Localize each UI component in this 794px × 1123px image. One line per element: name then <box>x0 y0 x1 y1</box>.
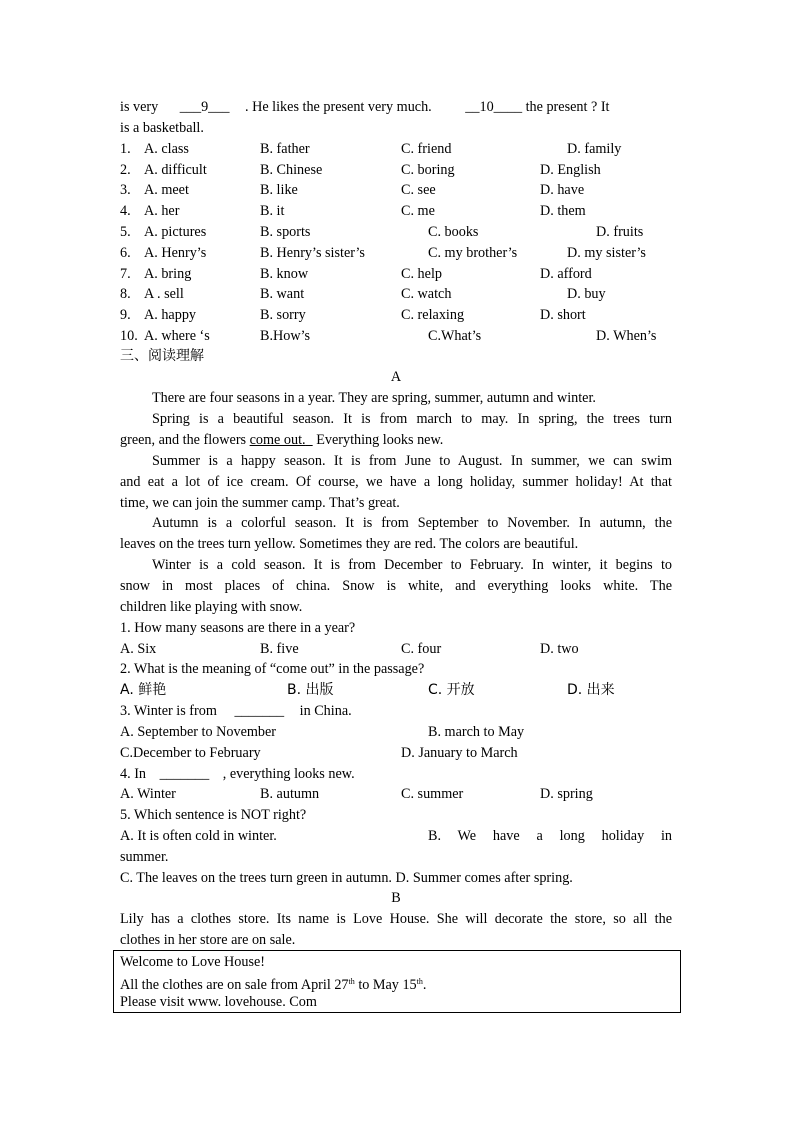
q4-option-d: D. spring <box>540 786 593 802</box>
option-a: A. difficult <box>144 162 207 178</box>
cloze-text-c: the present ? It <box>525 99 610 115</box>
option-b: B. know <box>260 266 309 282</box>
option-num: 2. <box>120 162 131 178</box>
q5-option-a: A. It is often cold in winter. <box>120 828 277 844</box>
option-num: 9. <box>120 307 131 323</box>
passage-b-l1: Lily has a clothes store. Its name is Love House. She will decorate the store, so all the <box>120 911 672 927</box>
option-num: 4. <box>120 203 131 219</box>
q4-option-a: A. Winter <box>120 786 176 802</box>
option-a: A. happy <box>144 307 197 323</box>
option-d: D. English <box>540 162 601 178</box>
passage-a-p2-l2 <box>120 431 443 449</box>
text: 3. Winter is from <box>120 703 217 719</box>
option-num: 5. <box>120 224 131 240</box>
option-b: B.How’s <box>260 328 311 344</box>
question-2-stem: 2. What is the meaning of “come out” in the passage? <box>120 661 425 677</box>
option-c: C. my brother’s <box>428 245 518 261</box>
q4-option-b: B. autumn <box>260 786 320 802</box>
q5-option-b: B. We have a long holiday in <box>428 828 672 844</box>
q3-option-a: A. September to November <box>120 724 277 740</box>
option-c: C. friend <box>401 141 452 157</box>
option-a: A. bring <box>144 266 192 282</box>
option-num: 1. <box>120 141 131 157</box>
superscript: th <box>348 977 355 986</box>
notice-line-3: Please visit www. lovehouse. Com <box>120 994 317 1010</box>
option-a: A. pictures <box>144 224 207 240</box>
passage-a-p5-l1: Winter is a cold season. It is from December to February. In winter, it begins to <box>152 557 672 573</box>
q1-option-b: B. five <box>260 641 299 657</box>
text: green, and the flowers <box>120 432 247 448</box>
passage-a-p1: There are four seasons in a year. They are spring, summer, autumn and winter. <box>152 390 596 406</box>
underlined-come-out: come out. <box>249 432 306 448</box>
option-b: B. sports <box>260 224 311 240</box>
notice-box <box>113 950 681 1013</box>
option-c: C. boring <box>401 162 455 178</box>
answer-blank: _______ <box>159 766 210 782</box>
option-d: D. When’s <box>596 328 657 344</box>
notice-line-2 <box>120 973 426 994</box>
q1-option-a: A. Six <box>120 641 157 657</box>
text: in China. <box>299 703 352 719</box>
cloze-text-line-1 <box>120 98 609 116</box>
passage-a-p3-l3: time, we can join the summer camp. That’s great. <box>120 495 400 511</box>
q3-option-c: C.December to February <box>120 745 261 761</box>
option-num: 7. <box>120 266 131 282</box>
passage-a-p4-l1: Autumn is a colorful season. It is from September to November. In autumn, the <box>152 515 672 531</box>
passage-a-label: A <box>390 369 402 385</box>
option-d: D. them <box>540 203 586 219</box>
option-c: C. see <box>401 182 436 198</box>
option-b: B. want <box>260 286 305 302</box>
q1-option-c: C. four <box>401 641 442 657</box>
option-c: C. me <box>401 203 435 219</box>
passage-a-p3-l2: and eat a lot of ice cream. Of course, we have a long holiday, summer holiday! At that <box>120 474 672 490</box>
question-4-stem <box>120 765 355 783</box>
q1-option-d: D. two <box>540 641 579 657</box>
option-d: D. have <box>540 182 585 198</box>
option-c: C. help <box>401 266 442 282</box>
text: . <box>422 977 427 993</box>
q5-option-c-d: C. The leaves on the trees turn green in autumn. D. Summer comes after spring. <box>120 870 573 886</box>
option-b: B. it <box>260 203 285 219</box>
q2-option-a: A. 鲜艳 <box>120 682 167 698</box>
option-b: B. Chinese <box>260 162 323 178</box>
text: to May 15 <box>354 977 417 993</box>
text: Everything looks new. <box>316 432 444 448</box>
option-c: C.What’s <box>428 328 482 344</box>
option-c: C. watch <box>401 286 452 302</box>
option-c: C. relaxing <box>401 307 465 323</box>
option-b: B. sorry <box>260 307 306 323</box>
q4-option-c: C. summer <box>401 786 464 802</box>
option-num: 10. <box>120 328 138 344</box>
notice-line-1: Welcome to Love House! <box>120 954 266 970</box>
option-b: B. like <box>260 182 298 198</box>
passage-a-p2-l1: Spring is a beautiful season. It is from march to may. In spring, the trees turn <box>152 411 672 427</box>
option-num: 3. <box>120 182 131 198</box>
question-3-stem <box>120 702 352 720</box>
passage-a-p5-l3: children like playing with snow. <box>120 599 303 615</box>
passage-b-label: B <box>391 890 401 906</box>
option-d: D. buy <box>567 286 606 302</box>
blank-9: ___9___ <box>179 99 230 115</box>
option-a: A. meet <box>144 182 189 198</box>
passage-a-p4-l2: leaves on the trees turn yellow. Sometimes they are red. The colors are beautiful. <box>120 536 579 552</box>
option-a: A . sell <box>144 286 184 302</box>
option-d: D. family <box>567 141 622 157</box>
passage-a-p3-l1: Summer is a happy season. It is from June to August. In summer, we can swim <box>152 453 672 469</box>
superscript: th <box>416 977 423 986</box>
option-num: 6. <box>120 245 131 261</box>
passage-a-p5-l2: snow in most places of china. Snow is white, and everything looks white. The <box>120 578 672 594</box>
blank-10: __10____ <box>465 99 523 115</box>
q2-option-c: C. 开放 <box>428 682 475 698</box>
option-a: A. class <box>144 141 189 157</box>
option-b: B. father <box>260 141 310 157</box>
option-a: A. where ‘s <box>144 328 210 344</box>
q2-option-b: B. 出版 <box>287 682 334 698</box>
option-d: D. afford <box>540 266 592 282</box>
q5-option-b-cont: summer. <box>120 849 169 865</box>
option-num: 8. <box>120 286 131 302</box>
text: , everything looks new. <box>222 766 355 782</box>
section-title: 三、阅读理解 <box>120 348 204 364</box>
text: 4. In <box>120 766 147 782</box>
question-1-stem: 1. How many seasons are there in a year? <box>120 620 356 636</box>
option-d: D. my sister’s <box>567 245 646 261</box>
option-b: B. Henry’s sister’s <box>260 245 365 261</box>
passage-b-l2: clothes in her store are on sale. <box>120 932 296 948</box>
answer-blank: _______ <box>234 703 285 719</box>
option-c: C. books <box>428 224 479 240</box>
question-5-stem: 5. Which sentence is NOT right? <box>120 807 307 823</box>
option-d: D. fruits <box>596 224 644 240</box>
q3-option-d: D. January to March <box>401 745 518 761</box>
option-a: A. her <box>144 203 180 219</box>
option-a: A. Henry’s <box>144 245 207 261</box>
option-d: D. short <box>540 307 586 323</box>
text: All the clothes are on sale from April 27 <box>120 977 349 993</box>
cloze-text-line-2: is a basketball. <box>120 120 204 136</box>
q2-option-d: D. 出来 <box>567 682 615 698</box>
cloze-text-a: is very <box>120 99 159 115</box>
cloze-text-b: . He likes the present very much. <box>244 99 432 115</box>
q3-option-b: B. march to May <box>428 724 525 740</box>
